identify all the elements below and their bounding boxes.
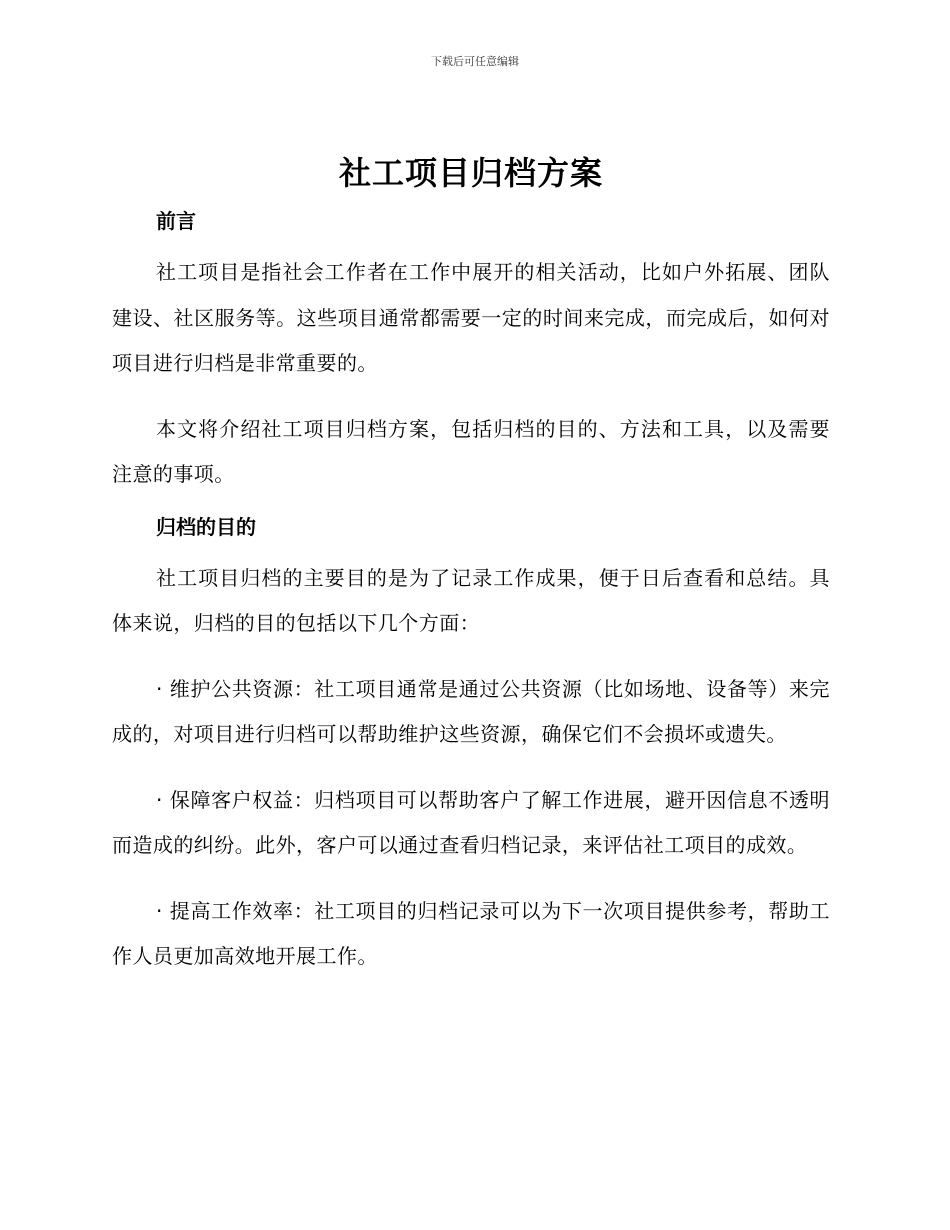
- paragraph: 社工项目归档的主要目的是为了记录工作成果，便于日后查看和总结。具体来说，归档的目的包括以下几个方面：: [112, 565, 830, 635]
- document-title: 社工项目归档方案: [338, 154, 603, 192]
- bullet-paragraph: · 保障客户权益：归档项目可以帮助客户了解工作进展，避开因信息不透明而造成的纠纷。此外，客户可以通过查看归档记录，来评估社工项目的成效。: [112, 787, 830, 857]
- bullet-paragraph: · 维护公共资源：社工项目通常是通过公共资源（比如场地、设备等）来完成的，对项目进行归档可以帮助维护这些资源，确保它们不会损坏或遗失。: [112, 676, 830, 746]
- page-header-note: 下载后可任意编辑: [431, 55, 519, 68]
- document-body: [112, 148, 830, 980]
- paragraph: 社工项目是指社会工作者在工作中展开的相关活动，比如户外拓展、团队建设、社区服务等。这些项目通常都需要一定的时间来完成，而完成后，如何对项目进行归档是非常重要的。: [112, 260, 830, 375]
- section-heading-preface: 前言: [156, 209, 196, 233]
- section-heading-purpose: 归档的目的: [156, 514, 256, 539]
- bullet-paragraph: · 提高工作效率：社工项目的归档记录可以为下一次项目提供参考，帮助工作人员更加高效地开展工作。: [112, 898, 830, 968]
- paragraph: 本文将介绍社工项目归档方案，包括归档的目的、方法和工具，以及需要注意的事项。: [112, 416, 830, 486]
